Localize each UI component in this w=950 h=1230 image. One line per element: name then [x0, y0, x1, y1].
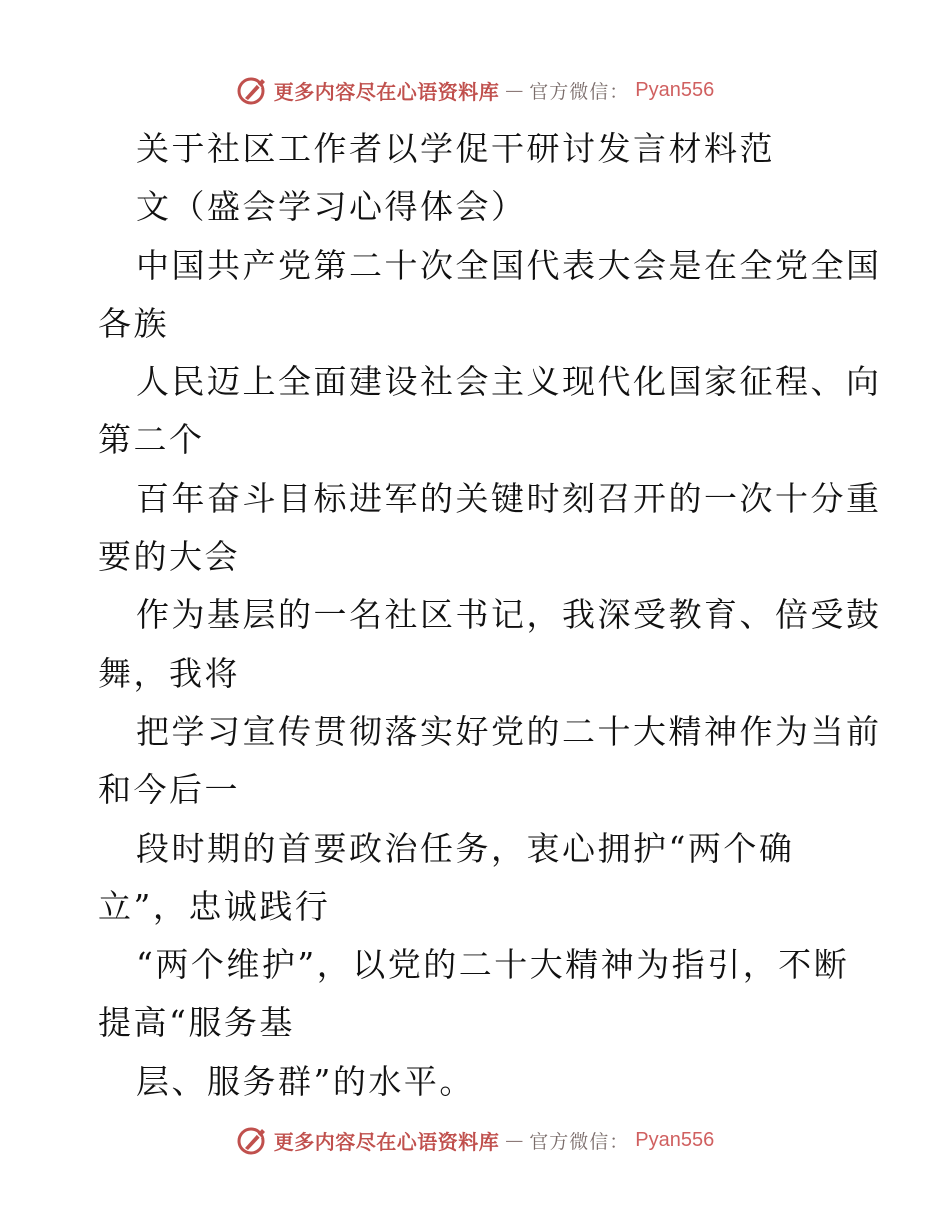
paragraph-line: 人民迈上全面建设社会主义现代化国家征程、向	[136, 362, 882, 402]
paragraph-line: 层、服务群”的水平。	[136, 1061, 475, 1101]
banner-dash: —	[505, 1129, 524, 1151]
quill-pen-logo-icon	[236, 1124, 268, 1156]
paragraph-line: 要的大会	[98, 537, 240, 577]
paragraph-line: 提高“服务基	[98, 1003, 295, 1043]
paragraph-line: 舞，我将	[98, 653, 240, 693]
paragraph-line: 作为基层的一名社区书记，我深受教育、倍受鼓	[136, 595, 882, 635]
title-line-1: 关于社区工作者以学促干研讨发言材料范	[136, 129, 775, 168]
banner-wechat-id: Pyan556	[635, 78, 715, 101]
paragraph-line: 各族	[98, 303, 169, 343]
paragraph-line: 和今后一	[98, 770, 240, 810]
header-banner	[0, 70, 950, 110]
quill-pen-logo-icon	[236, 74, 268, 106]
banner-dash: —	[505, 79, 524, 101]
banner-wechat-label: 官方微信：	[529, 80, 630, 103]
paragraph-line: 中国共产党第二十次全国代表大会是在全党全国	[136, 245, 882, 285]
paragraph-line: 段时期的首要政治任务，衷心拥护“两个确	[136, 828, 795, 868]
paragraph-line: 把学习宣传贯彻落实好党的二十大精神作为当前	[136, 711, 882, 751]
paragraph-line: “两个维护”，以党的二十大精神为指引，不断	[136, 945, 850, 985]
paragraph-line: 百年奋斗目标进军的关键时刻召开的一次十分重	[136, 478, 882, 518]
banner-site-text: 更多内容尽在心语资料库	[273, 1129, 500, 1154]
title-line-2: 文（盛会学习心得体会）	[136, 187, 527, 227]
banner-wechat-id: Pyan556	[635, 1128, 715, 1151]
footer-banner	[0, 1120, 950, 1160]
paragraph-line: 立”，忠诚践行	[98, 886, 331, 926]
banner-wechat-label: 官方微信：	[529, 1130, 630, 1153]
paragraph-line: 第二个	[98, 420, 205, 460]
banner-site-text: 更多内容尽在心语资料库	[273, 79, 500, 104]
document-body	[98, 120, 882, 1111]
